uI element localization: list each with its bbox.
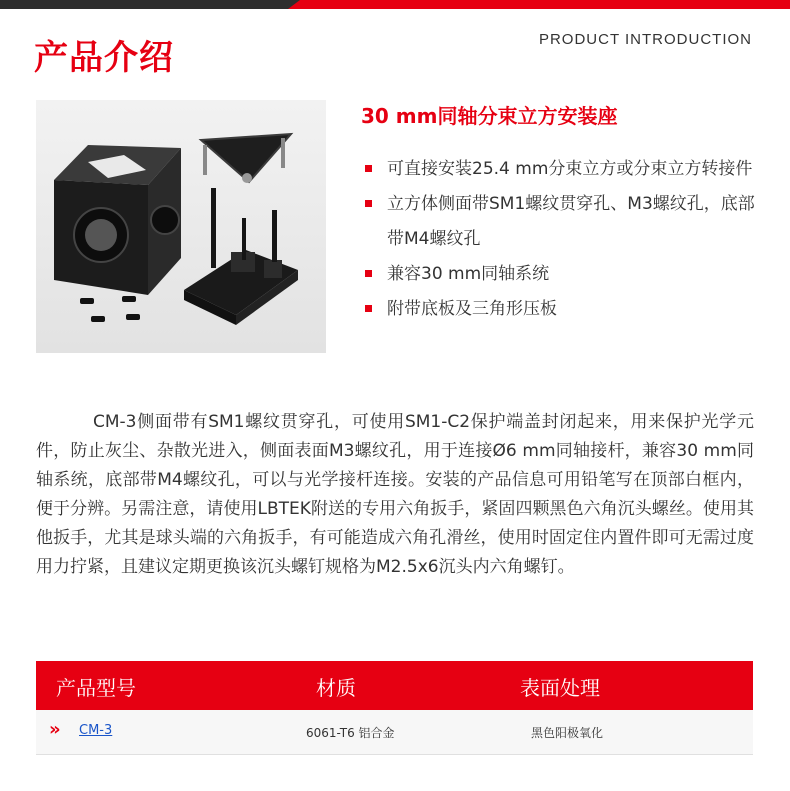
feature-text: 附带底板及三角形压板 xyxy=(387,299,557,319)
section-title: 产品介绍 xyxy=(34,38,174,78)
top-bar-red-segment xyxy=(288,0,790,9)
feature-item xyxy=(365,187,765,257)
double-chevron-icon: » xyxy=(49,719,61,740)
bullet-square-icon xyxy=(365,270,372,277)
table-row xyxy=(36,710,753,755)
header-model: 产品型号 xyxy=(56,676,136,700)
header-finish: 表面处理 xyxy=(520,676,600,700)
cube-mount-illustration xyxy=(36,100,326,353)
finish-cell: 黑色阳极氧化 xyxy=(531,726,604,740)
spec-table-header xyxy=(36,661,753,710)
feature-list xyxy=(365,152,765,327)
header-material: 材质 xyxy=(316,676,356,700)
product-name: 30 mm同轴分束立方安装座 xyxy=(361,104,618,128)
top-decor-bar xyxy=(0,0,790,9)
feature-item xyxy=(365,152,765,187)
feature-text: 立方体侧面带SM1螺纹贯穿孔、M3螺纹孔，底部带M4螺纹孔 xyxy=(387,194,755,249)
model-link[interactable]: CM-3 xyxy=(79,723,113,738)
spec-table xyxy=(36,661,753,755)
bullet-square-icon xyxy=(365,165,372,172)
feature-text: 兼容30 mm同轴系统 xyxy=(387,264,550,284)
feature-item xyxy=(365,292,765,327)
product-description: CM-3侧面带有SM1螺纹贯穿孔，可使用SM1-C2保护端盖封闭起来，用来保护光学元件，防止灰尘、杂散光进入，侧面表面M3螺纹孔，用于连接Ø6 mm同轴接杆，兼容30 mm同轴系统，底部带M4螺纹孔，可以与光学接杆连接。安装的产品信息可用铅笔写在顶部白框内，便于分辨。另需注意，请使用LBTEK附送的专用六角扳手，紧固四颗黑色六角沉头螺丝。使用其他扳手，尤其是球头端的六角扳手，有可能造成六角孔滑丝，使用时固定住内置件即可无需过度用力拧紧，且建议定期更换该沉头螺钉规格为M2.5x6沉头内六角螺钉。 xyxy=(36,412,754,577)
product-photo xyxy=(36,100,326,353)
material-cell: 6061-T6 铝合金 xyxy=(306,726,395,740)
bullet-square-icon xyxy=(365,200,372,207)
bullet-square-icon xyxy=(365,305,372,312)
top-bar-dark-segment xyxy=(0,0,300,9)
feature-item xyxy=(365,257,765,292)
feature-text: 可直接安装25.4 mm分束立方或分束立方转接件 xyxy=(387,159,753,179)
section-subtitle: PRODUCT INTRODUCTION xyxy=(538,31,752,48)
